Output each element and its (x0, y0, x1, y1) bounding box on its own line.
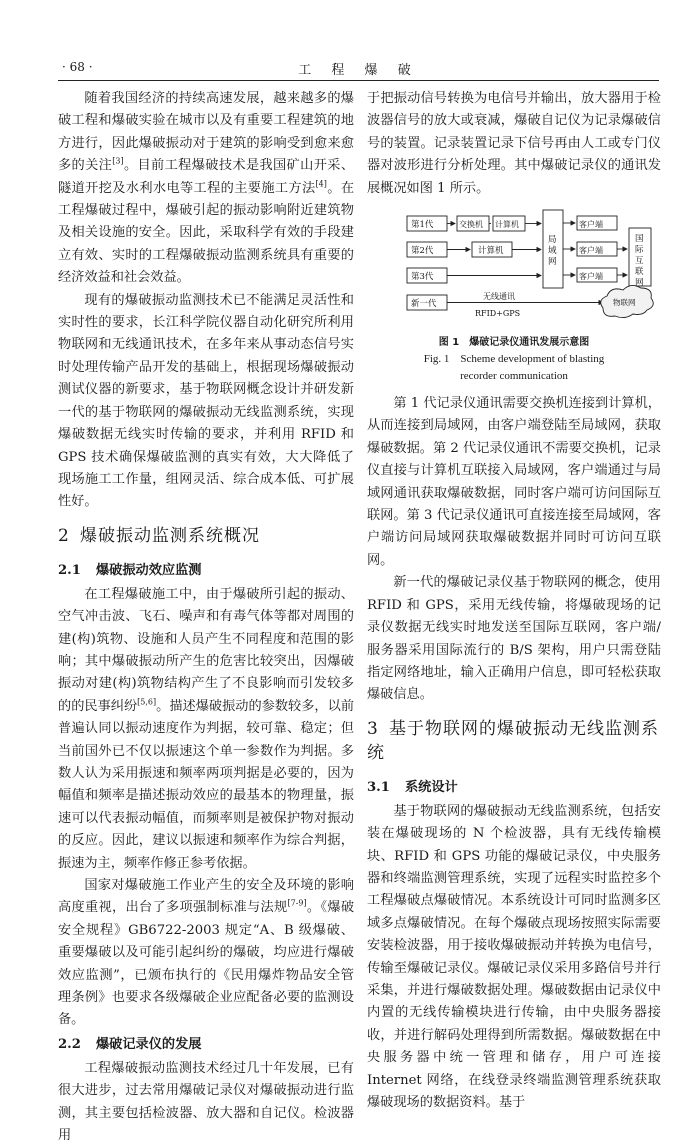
caption-en-line1: Fig. 1 Scheme development of blasting (423, 353, 605, 366)
svg-text:互: 互 (635, 256, 644, 267)
label-internet-vertical (635, 234, 644, 288)
label-gen2: 第2代 (411, 246, 434, 257)
citation[interactable]: [3] (112, 156, 124, 166)
figure-1-diagram (367, 204, 661, 332)
paragraph: 在工程爆破施工中，由于爆破所引起的振动、空气冲击波、飞石、噪声和有毒气体等都对周围的建(构)筑物、设施和人员产生不同程度和范围的影响；其中爆破振动所产生的危害比较突出，因爆破振动对建(构)筑物结构产生了不良影响而引发较多的的民事纠纷[5,6]。描述爆破振动的参数较多，以前普遍认同以振动速度作为判据，较可靠、稳定；但当前国外已不仅以振速这个单一参数作为判据。多数人认为采用振速和频率两项判据是必要的，因为幅值和频率是描述振动效应的最基本的物理量，振速可以代表振动幅值，而频率则是被保护物对振动的反应。因此，建议以振速和频率作为综合判据，振速为主，频率作修正参考依据。 (58, 586, 355, 871)
figure-caption (367, 334, 661, 385)
subsection-heading: 3.1 系统设计 (367, 779, 458, 795)
paragraph: 工程爆破振动监测技术经过几十年发展，已有很大进步，过去常用爆破记录仪对爆破振动进行监测，其主要包括检波器、放大器和自记仪。检波器用 (58, 1060, 354, 1144)
paragraph: 于把振动信号转换为电信号并输出，放大器用于检波器信号的放大或衰减，爆破自记仪为记录爆破信号的装置。记录装置记录下信号再由人工或专门仪器对波形进行分析处理。其中爆破记录仪的通讯发展概况如图 1 所示。 (367, 91, 661, 196)
left-column (58, 88, 354, 1147)
citation[interactable]: [4] (315, 179, 327, 189)
label-iot: 物联网 (613, 298, 636, 308)
caption-cn: 图 1 爆破记录仪通讯发展示意图 (438, 337, 590, 349)
svg-text:国: 国 (635, 234, 644, 245)
svg-text:网: 网 (548, 257, 557, 268)
subsection-heading: 2.2 爆破记录仪的发展 (58, 1036, 202, 1052)
label-client-2: 客户端 (579, 246, 603, 256)
svg-text:网: 网 (635, 278, 644, 289)
journal-title: 工 程 爆 破 (298, 63, 419, 78)
caption-en-line2: recorder communication (460, 370, 568, 383)
svg-text:联: 联 (635, 267, 644, 278)
label-rfid-gps: RFID+GPS (475, 309, 521, 319)
paragraph: 随着我国经济的持续高速发展，越来越多的爆破工程和爆破实验在城市以及有重要工程建筑的地方进行，因此爆破振动对于建筑的影响受到愈来愈多的关注[3]。目前工程爆破技术是我国矿山开采、隧道开挖及水利水电等工程的主要施工方法[4]。在工程爆破过程中，爆破引起的振动影响附近建筑物及相关设施的安全。因此，采取科学有效的手段建立有效、实时的工程爆破振动监测系统具有重要的经济效益和社会效益。 (58, 91, 355, 286)
svg-text:域: 域 (548, 246, 557, 257)
right-column (367, 88, 661, 1114)
paragraph: 基于物联网的爆破振动无线监测系统，包括安装在爆破现场的 N 个检波器，具有无线传输模块、RFID 和 GPS 功能的爆破记录仪，中央服务器和终端监测管理系统，实现了远程实时监控多个工程爆破点爆破情况。本系统设计可同时监测多区域多点爆破情况。在每个爆破点现场按照实际需要安装检波器，用于接收爆破振动并转换为电信号，传输至爆破记录仪。爆破记录仪采用多路信号并行采集，并进行爆破数据处理。爆破数据由记录仪中内置的无线传输模块进行传输，由中央服务器接收，并进行解码处理得到所需数据。爆破数据在中央服务器中统一管理和储存，用户可连接 Internet 网络，在线登录终端监测管理系统获取爆破现场的数据资料。基于 (367, 803, 661, 1110)
svg-text:局: 局 (548, 235, 557, 246)
running-header (58, 58, 659, 81)
label-wireless: 无线通讯 (483, 292, 515, 302)
paragraph: 第 1 代记录仪通讯需要交换机连接到计算机，从而连接到局域网，由客户端登陆至局域网，获取爆破数据。第 2 代记录仪通讯不需要交换机，记录仪直接与计算机互联接入局域网，客户端通过与局域网通讯获取爆破数据，同时客户端可访问国际互联网。第 3 代记录仪通讯可直接连接至局域网，客户端访问局域网获取爆破数据并同时可访问互联网。 (367, 396, 661, 568)
label-switch: 交换机 (459, 220, 483, 230)
citation[interactable]: [5,6] (137, 697, 157, 707)
label-client-1: 客户端 (579, 220, 603, 230)
label-client-3: 客户端 (579, 272, 603, 282)
paragraph: 国家对爆破施工作业产生的安全及环境的影响高度重视，出台了多项强制标准与法规[7-9]。《爆破安全规程》GB6722-2003 规定“A、B 级爆破、重要爆破以及可能引起纠纷的爆破，均应进行爆破效应监测”，已颁布执行的《民用爆炸物品安全管理条例》也要求各级爆破企业应配备必要的监测设备。 (58, 878, 355, 1028)
section-heading: 2 爆破振动监测系统概况 (58, 525, 260, 546)
citation[interactable]: [7-9] (287, 899, 307, 909)
section-heading: 3 基于物联网的爆破振动无线监测系统 (367, 718, 659, 763)
label-gen-new: 新一代 (411, 299, 437, 310)
label-computer-1: 计算机 (495, 220, 519, 230)
svg-text:际: 际 (635, 245, 644, 256)
label-computer-2: 计算机 (478, 246, 504, 257)
label-gen1: 第1代 (411, 220, 434, 231)
subsection-heading: 2.1 爆破振动效应监测 (58, 562, 202, 578)
page-number: · 68 · (62, 60, 93, 74)
paragraph: 新一代的爆破记录仪基于物联网的概念，使用 RFID 和 GPS，采用无线传输，将爆破现场的记录仪数据无线实时地发送至国际互联网，客户端/服务器采用国际流行的 B/S 架构，用户只需登陆指定网络地址，输入正确用户信息，即可轻松获取爆破信息。 (367, 575, 661, 703)
label-lan-vertical (548, 235, 557, 267)
label-gen3: 第3代 (411, 272, 434, 283)
paragraph: 现有的爆破振动监测技术已不能满足灵活性和实时性的要求，长江科学院仪器自动化研究所利用物联网和无线通讯技术，在多年来从事动态信号实时处理传输产品开发的基础上，根据现场爆破振动测试仪器的新要求，基于物联网概念设计并研发新一代的基于物联网的爆破振动无线监测系统，实现爆破数据无线实时传输的要求，并利用 RFID 和 GPS 技术确保爆破监测的真实有效，大大降低了现场施工工作量，组网灵活、综合成本低、可扩展性好。 (58, 292, 354, 510)
